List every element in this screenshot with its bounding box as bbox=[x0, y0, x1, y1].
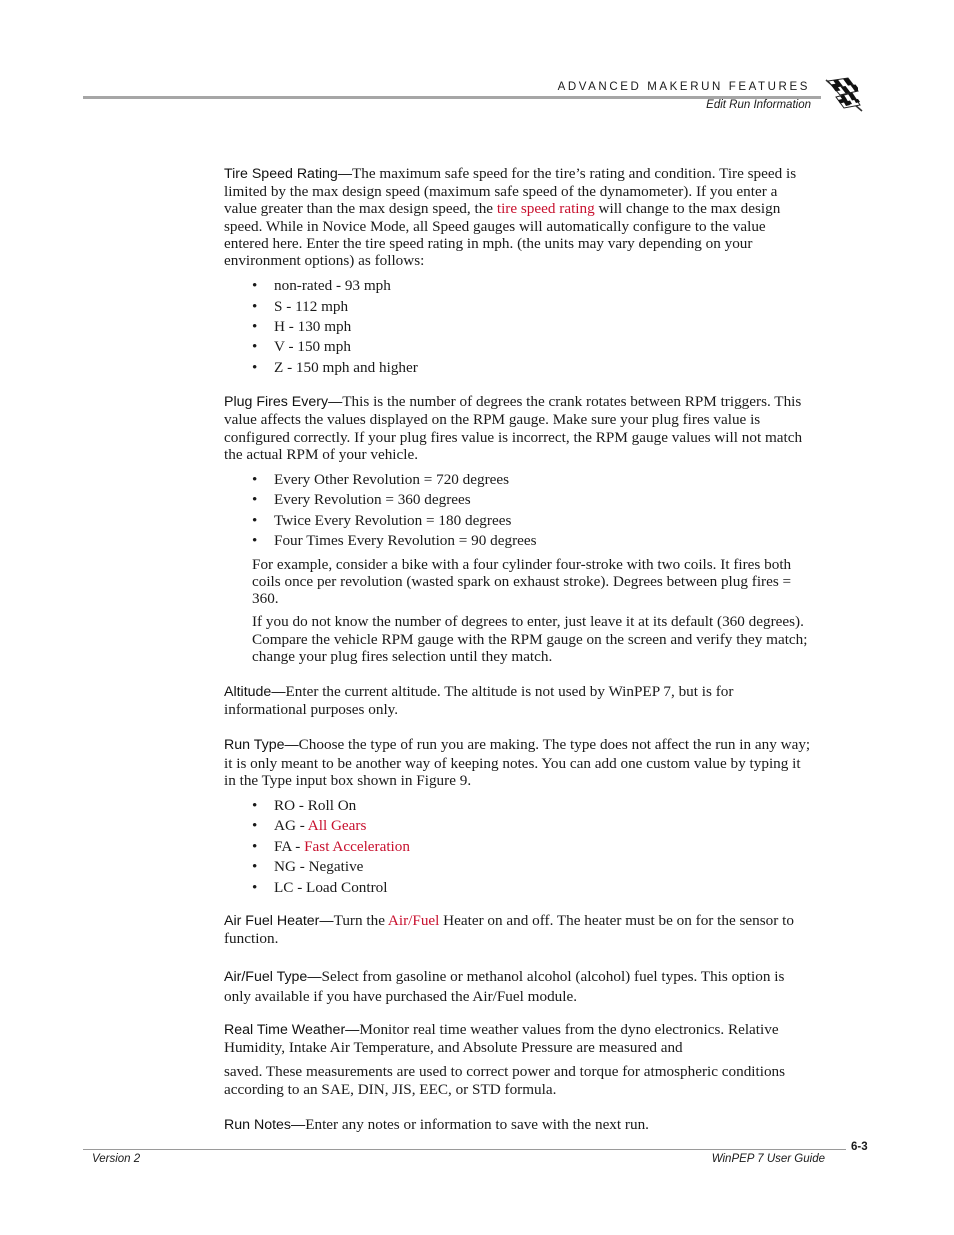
real-time-weather-paragraph bbox=[224, 1021, 812, 1056]
air-fuel-heater-text-b: Heater on and off. The heater must be on for the sensor to function. bbox=[224, 911, 794, 948]
run-notes-text: Enter any notes or information to save with the next run. bbox=[305, 1115, 649, 1133]
term-air-fuel-type: Air/Fuel Type— bbox=[224, 968, 322, 985]
plug-fires-example: For example, consider a bike with a four cylinder four-stroke with two coils. It fires both coils once per revolution (wasted spark on exhaust stroke). Degrees between plug fires = 360. bbox=[252, 555, 792, 608]
real-time-weather-continued: saved. These measurements are used to correct power and torque for atmospheric conditions according to an SAE, DIN, JIS, EEC, or STD formula. bbox=[224, 1063, 786, 1098]
run-notes-paragraph bbox=[224, 1116, 812, 1134]
plug-fires-list bbox=[224, 470, 812, 552]
link-tire-speed-rating[interactable]: tire speed rating bbox=[496, 200, 595, 218]
tire-speed-text-b: will change to the max design speed. While in Novice Mode, all Speed gauges will automatically configure to the value entered here. Enter the tire speed rating in mph. (the units may vary depending on your environment options) as follows: bbox=[224, 200, 781, 270]
plug-fires-note: If you do not know the number of degrees to enter, just leave it at its default (360 degrees). Compare the vehicle RPM gauge with the RPM gauge on the screen and verify they match; change your plug fires selection until they match. bbox=[252, 613, 808, 665]
altitude-paragraph bbox=[224, 683, 812, 718]
list-item: • Twice Every Revolution = 180 degrees bbox=[252, 511, 812, 531]
altitude-text: Enter the current altitude. The altitude is not used by WinPEP 7, but is for informational purposes only. bbox=[224, 682, 734, 719]
page-number: 6-3 bbox=[851, 1141, 868, 1153]
air-fuel-heater-paragraph bbox=[224, 912, 812, 949]
term-altitude: Altitude— bbox=[224, 683, 286, 700]
list-item: • LC - Load Control bbox=[252, 878, 812, 898]
page-content bbox=[224, 165, 812, 1134]
list-item: • Four Times Every Revolution = 90 degrees bbox=[252, 531, 812, 551]
subsection-title: Edit Run Information bbox=[706, 99, 811, 111]
list-item: • H - 130 mph bbox=[252, 317, 812, 337]
plug-fires-text: This is the number of degrees the crank rotates between RPM triggers. This value affects the values displayed on the RPM gauge. Make sure your plug fires value is configured correctly. If your plug fires value is incorrect, the RPM gauge values will not match the actual RPM of your vehicle. bbox=[224, 393, 803, 463]
term-run-notes: Run Notes— bbox=[224, 1116, 306, 1133]
list-item: • non-rated - 93 mph bbox=[252, 276, 812, 296]
term-tire-speed-rating: Tire Speed Rating— bbox=[224, 166, 353, 182]
list-item: • NG - Negative bbox=[252, 857, 812, 877]
list-item: • RO - Roll On bbox=[252, 796, 812, 816]
term-real-time-weather: Real Time Weather— bbox=[224, 1021, 360, 1038]
footer-rule bbox=[83, 1149, 846, 1150]
list-item: • Every Revolution = 360 degrees bbox=[252, 490, 812, 510]
list-item: • Every Other Revolution = 720 degrees bbox=[252, 470, 812, 490]
checkered-flag-icon bbox=[822, 77, 866, 113]
plug-fires-paragraph bbox=[224, 393, 812, 463]
air-fuel-heater-text-a: Turn the bbox=[333, 911, 388, 929]
list-item: • S - 112 mph bbox=[252, 297, 812, 317]
air-fuel-type-text: Select from gasoline or methanol alcohol (alcohol) fuel types. This option is only available if you have purchased the Air/Fuel module. bbox=[224, 967, 785, 1006]
list-item: • FA - Fast Acceleration bbox=[252, 837, 812, 857]
list-item: • V - 150 mph bbox=[252, 337, 812, 357]
tire-speed-text-a: The maximum safe speed for the tire’s rating and condition. Tire speed is limited by the max design speed (maximum safe speed of the dynamometer). If you enter a value greater than the max design speed, the bbox=[224, 165, 797, 218]
link-fast-acceleration[interactable]: Fast Acceleration bbox=[304, 837, 410, 855]
term-run-type: Run Type— bbox=[224, 737, 299, 754]
run-type-paragraph bbox=[224, 736, 812, 789]
link-all-gears[interactable]: All Gears bbox=[307, 817, 367, 835]
run-type-list bbox=[224, 796, 812, 898]
link-air-fuel[interactable]: Air/Fuel bbox=[387, 911, 440, 929]
tire-speed-list bbox=[224, 276, 812, 378]
section-title: ADVANCED MAKERUN FEATURES bbox=[557, 81, 810, 93]
real-time-weather-text-a: Monitor real time weather values from the dyno electronics. Relative Humidity, Intake Air Temperature, and Absolute Pressure are measured and bbox=[224, 1020, 779, 1057]
list-item: • Z - 150 mph and higher bbox=[252, 358, 812, 378]
term-plug-fires-every: Plug Fires Every— bbox=[224, 394, 343, 411]
footer-guide-title: WinPEP 7 User Guide bbox=[711, 1153, 825, 1165]
run-type-text: Choose the type of run you are making. The type does not affect the run in any way; it is only meant to be another way of keeping notes. You can add one custom value by typing it in the Type input box shown in Figure 9. bbox=[224, 736, 811, 789]
footer-version: Version 2 bbox=[92, 1153, 141, 1165]
term-air-fuel-heater: Air Fuel Heater— bbox=[224, 912, 334, 929]
list-item: • AG - All Gears bbox=[252, 816, 812, 836]
air-fuel-type-paragraph bbox=[224, 967, 812, 1007]
tire-speed-paragraph bbox=[224, 165, 812, 269]
